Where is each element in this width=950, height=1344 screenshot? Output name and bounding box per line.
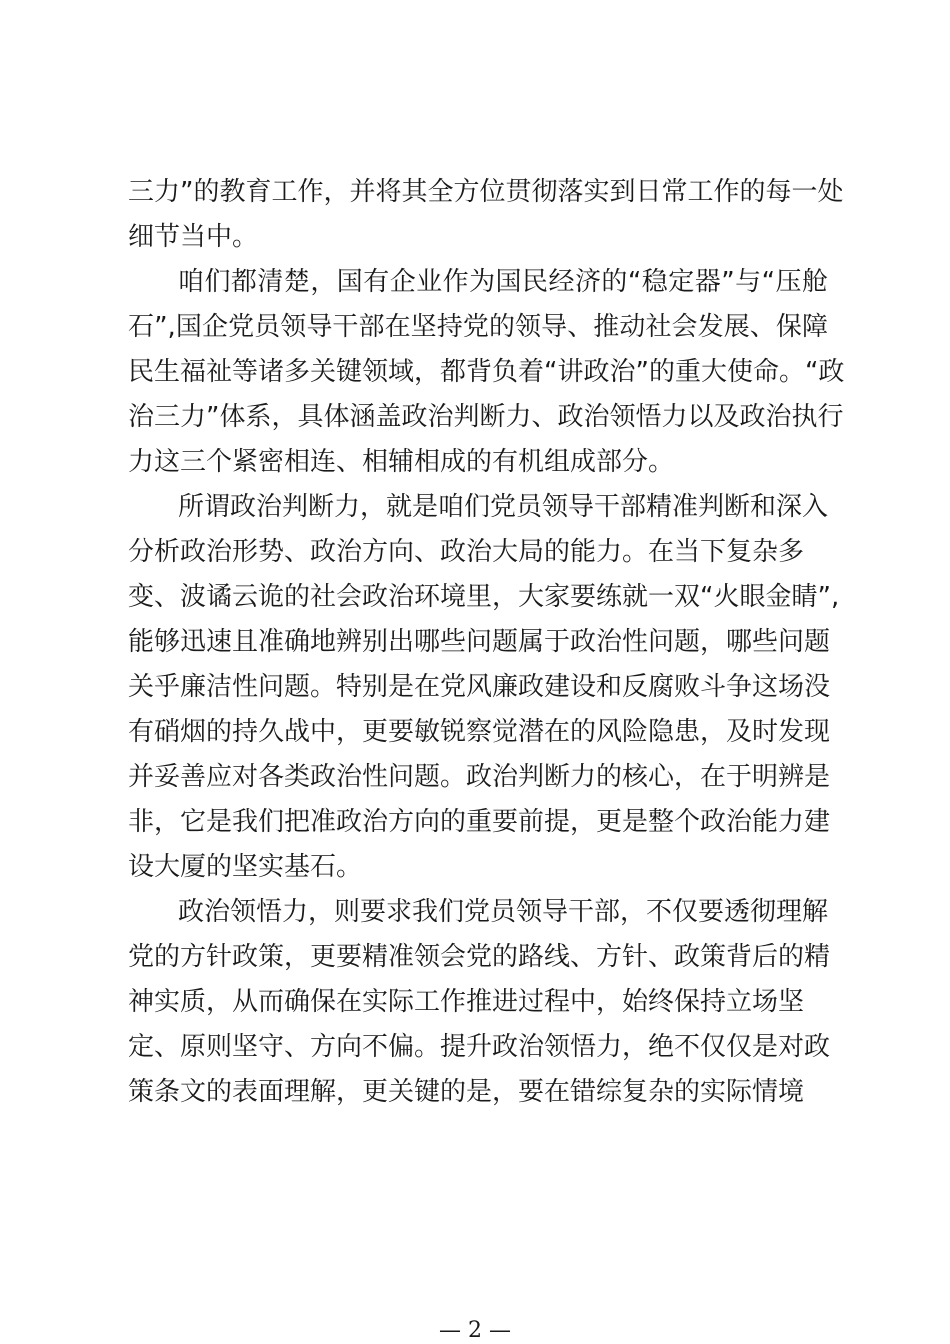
text-line: 策条文的表面理解，更关键的是，要在错综复杂的实际情境 xyxy=(128,1077,805,1107)
text-line: 石”,国企党员领导干部在坚持党的领导、推动社会发展、保障 xyxy=(128,312,828,342)
text-line: 定、原则坚守、方向不偏。提升政治领悟力，绝不仅仅是对政 xyxy=(128,1032,831,1062)
paragraph-first-line: 政治领悟力，则要求我们党员领导干部，不仅要透彻理解 xyxy=(178,897,829,927)
text-line: 并妥善应对各类政治性问题。政治判断力的核心，在于明辨是 xyxy=(128,762,831,792)
text-line: 治三力”体系，具体涵盖政治判断力、政治领悟力以及政治执行 xyxy=(128,402,844,432)
text-line: 有硝烟的持久战中，更要敏锐察觉潜在的风险隐患，及时发现 xyxy=(128,717,831,747)
text-line: 设大厦的坚实基石。 xyxy=(128,852,363,882)
paragraph-first-line: 所谓政治判断力，就是咱们党员领导干部精准判断和深入 xyxy=(178,492,829,522)
text-line: 变、波谲云诡的社会政治环境里，大家要练就一双“火眼金睛”, xyxy=(128,582,840,612)
paragraph-first-line: 咱们都清楚，国有企业作为国民经济的“稳定器”与“压舱 xyxy=(178,267,828,297)
page-number: — 2 — xyxy=(439,1318,511,1343)
text-line: 分析政治形势、政治方向、政治大局的能力。在当下复杂多 xyxy=(128,537,805,567)
text-line: 能够迅速且准确地辨别出哪些问题属于政治性问题，哪些问题 xyxy=(128,627,831,657)
text-line: 民生福祉等诸多关键领域，都背负着“讲政治”的重大使命。“政 xyxy=(128,357,845,387)
text-line: 关乎廉洁性问题。特别是在党风廉政建设和反腐败斗争这场没 xyxy=(128,672,831,702)
text-line: 细节当中。 xyxy=(128,222,259,252)
text-line: 神实质，从而确保在实际工作推进过程中，始终保持立场坚 xyxy=(128,987,805,1017)
text-line: 力这三个紧密相连、相辅相成的有机组成部分。 xyxy=(128,447,675,477)
text-line: 党的方针政策，更要精准领会党的路线、方针、政策背后的精 xyxy=(128,942,831,972)
body-text xyxy=(128,170,845,1115)
text-line: 非，它是我们把准政治方向的重要前提，更是整个政治能力建 xyxy=(128,807,831,837)
text-line: 三力”的教育工作，并将其全方位贯彻落实到日常工作的每一处 xyxy=(128,177,844,207)
